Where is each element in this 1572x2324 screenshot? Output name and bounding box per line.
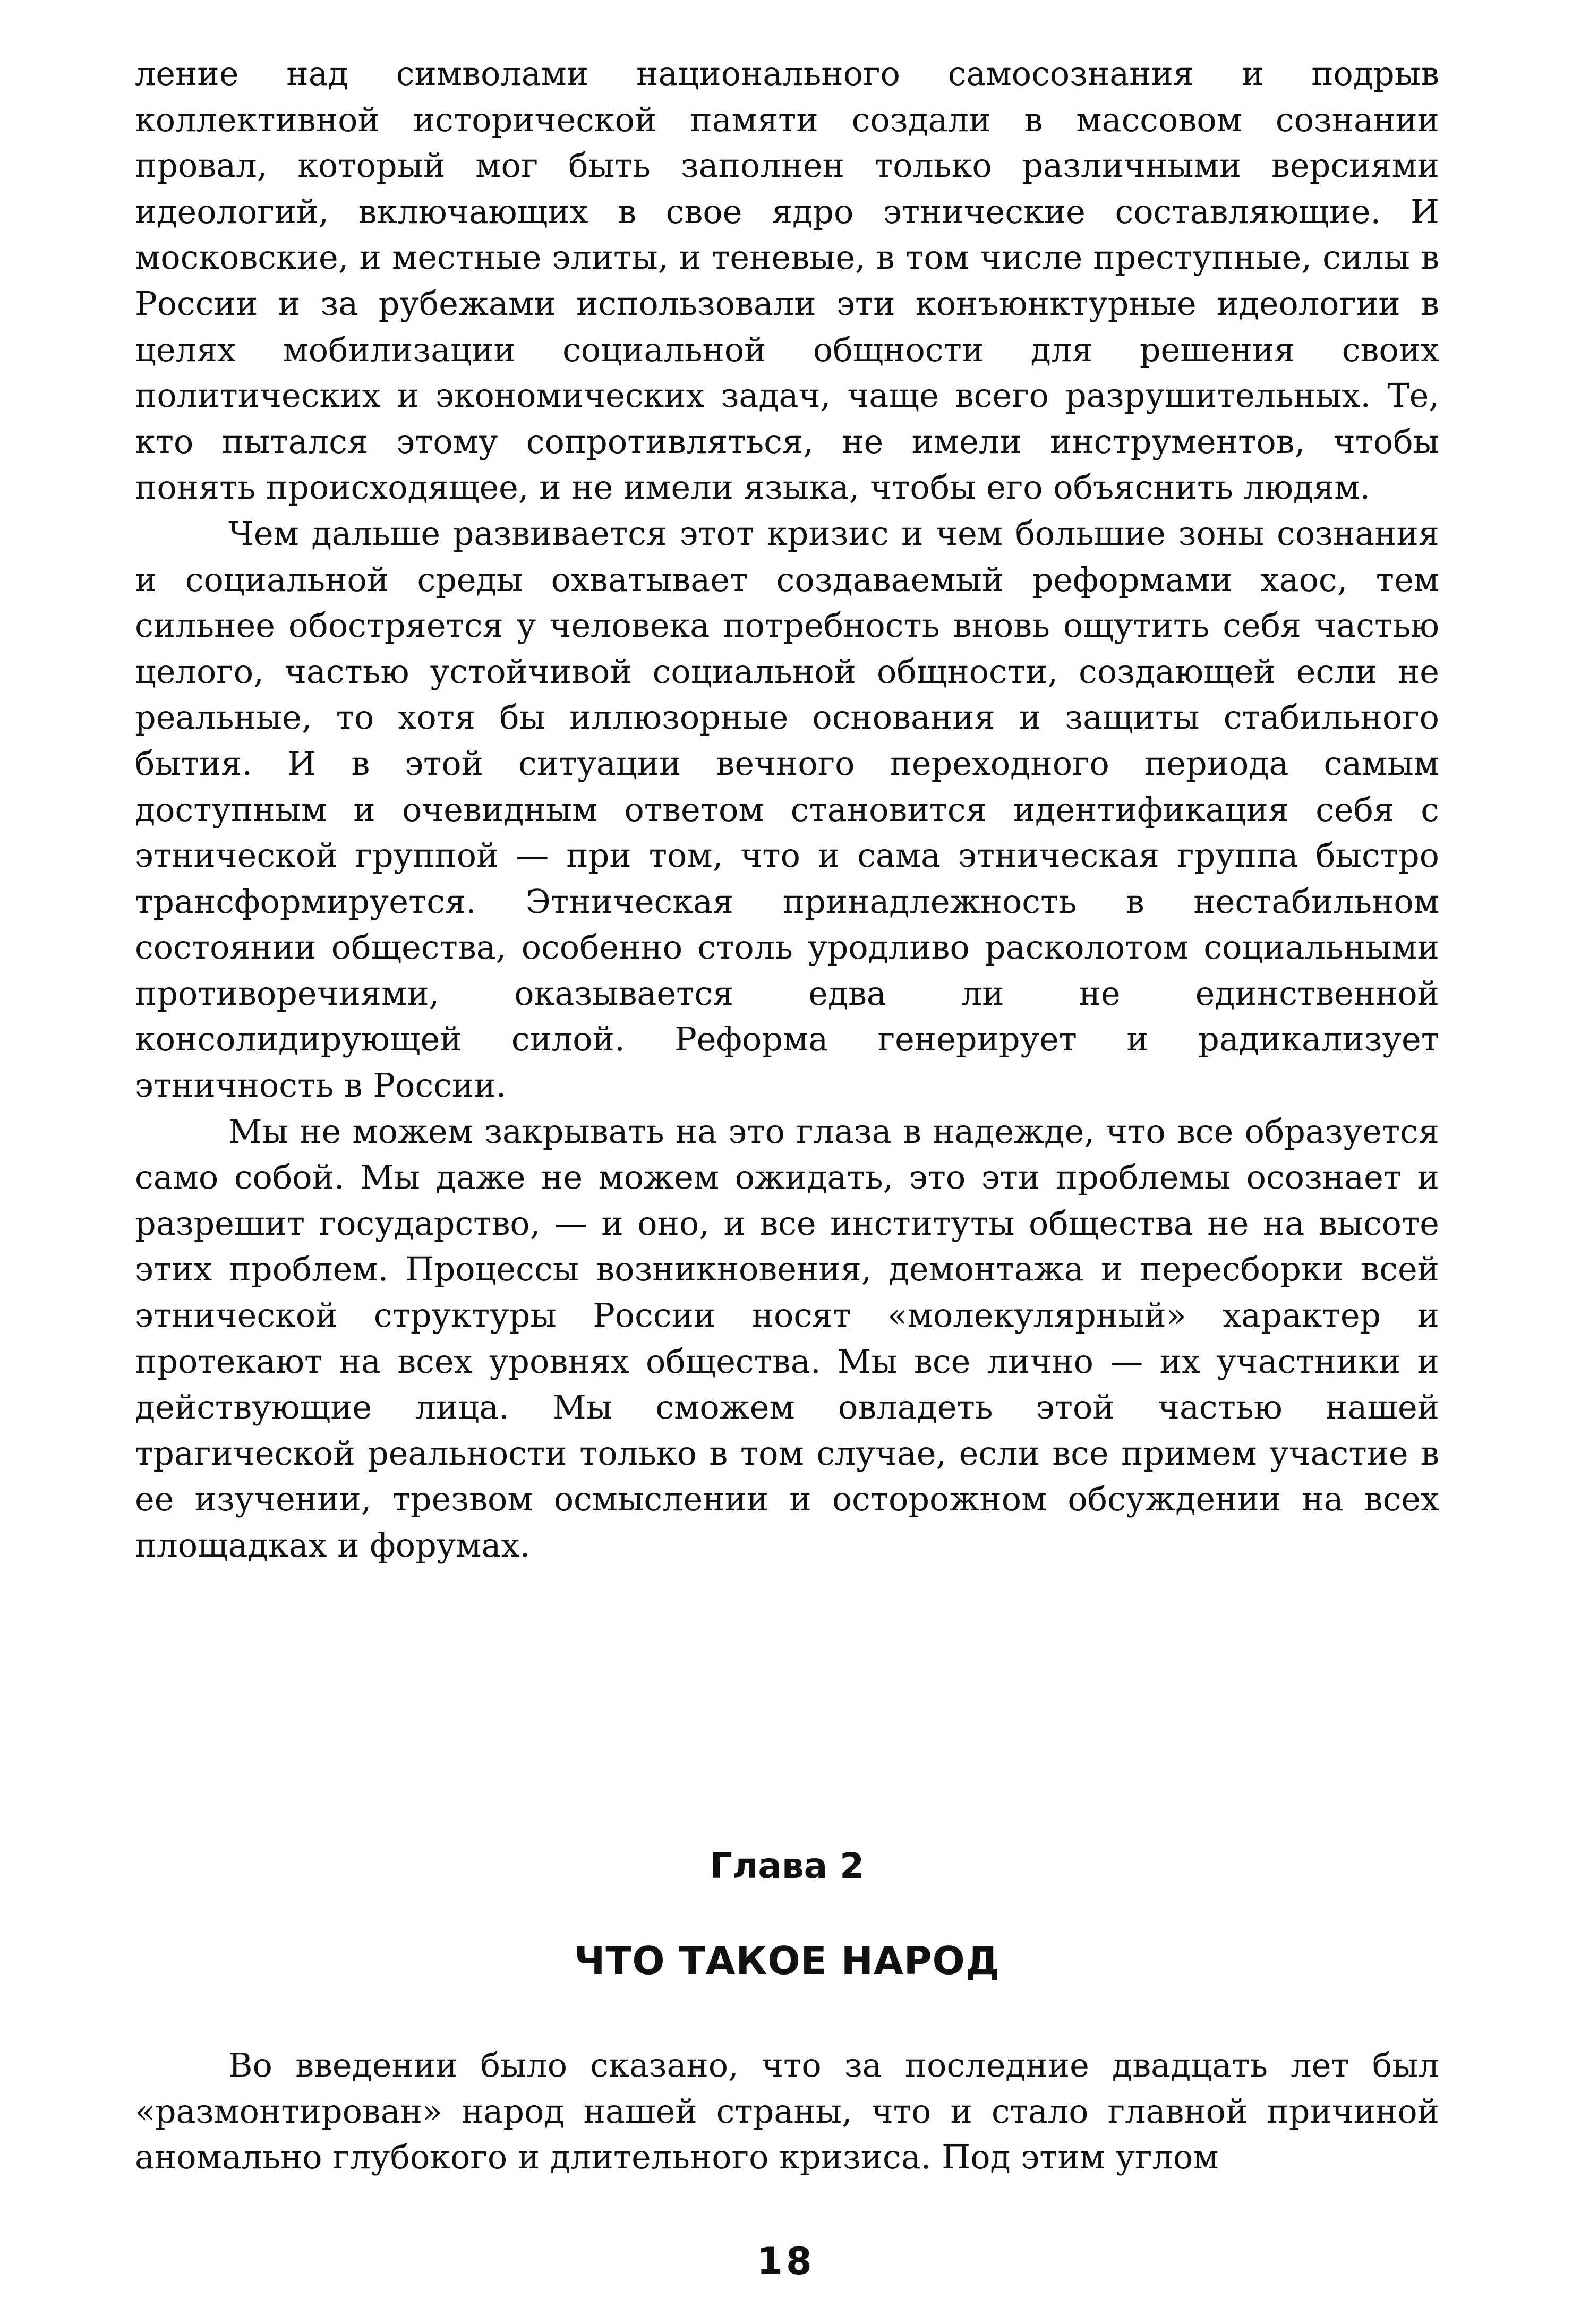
body-paragraph: Чем дальше развивается этот кризис и чем большие зоны сознания и социальной среды охватывает создаваемый реформами хаос, тем сильнее обостряется у человека потребность вновь ощутить себя частью целого, частью устойчивой социальной общности, создающей если не реальные, то хотя бы иллюзорные основания и защиты стабильного бытия. И в этой ситуации вечного переходного периода самым доступным и очевидным ответом становится идентификация себя с этнической группой — при том, что и сама этническая группа быстро трансформируется. Этническая принадлежность в нестабильном состоянии общества, особенно столь уродливо расколотом социальными противоречиями, оказывается едва ли не единственной консолидирующей силой. Реформа генерирует и радикализует этничность в России. — [135, 514, 1439, 1105]
page-number: 18 — [757, 2240, 815, 2283]
chapter-intro-paragraph: Во введении было сказано, что за последние двадцать лет был «размонтирован» народ нашей страны, что и стало главной причиной аномально глубокого и длительного кризиса. Под этим углом — [135, 2046, 1439, 2177]
chapter-number: Глава 2 — [710, 1845, 865, 1886]
body-paragraph: ление над символами национального самосознания и подрыв коллективной исторической памяти создали в массовом сознании провал, который мог быть заполнен только различными версиями идеологий, включающих в свое ядро этнические составляющие. И московские, и местные элиты, и теневые, в том числе преступные, силы в России и за рубежами использовали эти конъюнктурные идеологии в целях мобилизации социальной общности для решения своих политических и экономических задач, чаще всего разрушительных. Те, кто пытался этому сопротивляться, не имели инструментов, чтобы понять происходящее, и не имели языка, чтобы его объяснить людям. — [135, 54, 1439, 507]
book-page — [135, 51, 1439, 2177]
chapter-title: ЧТО ТАКОЕ НАРОД — [574, 1938, 1000, 1983]
body-paragraph: Мы не можем закрывать на это глаза в надежде, что все образуется само собой. Мы даже не можем ожидать, это эти проблемы осознает и разрешит государство, — и оно, и все институты общества не на высоте этих проблем. Процессы возникновения, демонтажа и пересборки всей этнической структуры России носят «молекулярный» характер и протекают на всех уровнях общества. Мы все лично — их участники и действующие лица. Мы сможем овладеть этой частью нашей трагической реальности только в том случае, если все примем участие в ее изучении, трезвом осмыслении и осторожном обсуждении на всех площадках и форумах. — [135, 1112, 1439, 1565]
